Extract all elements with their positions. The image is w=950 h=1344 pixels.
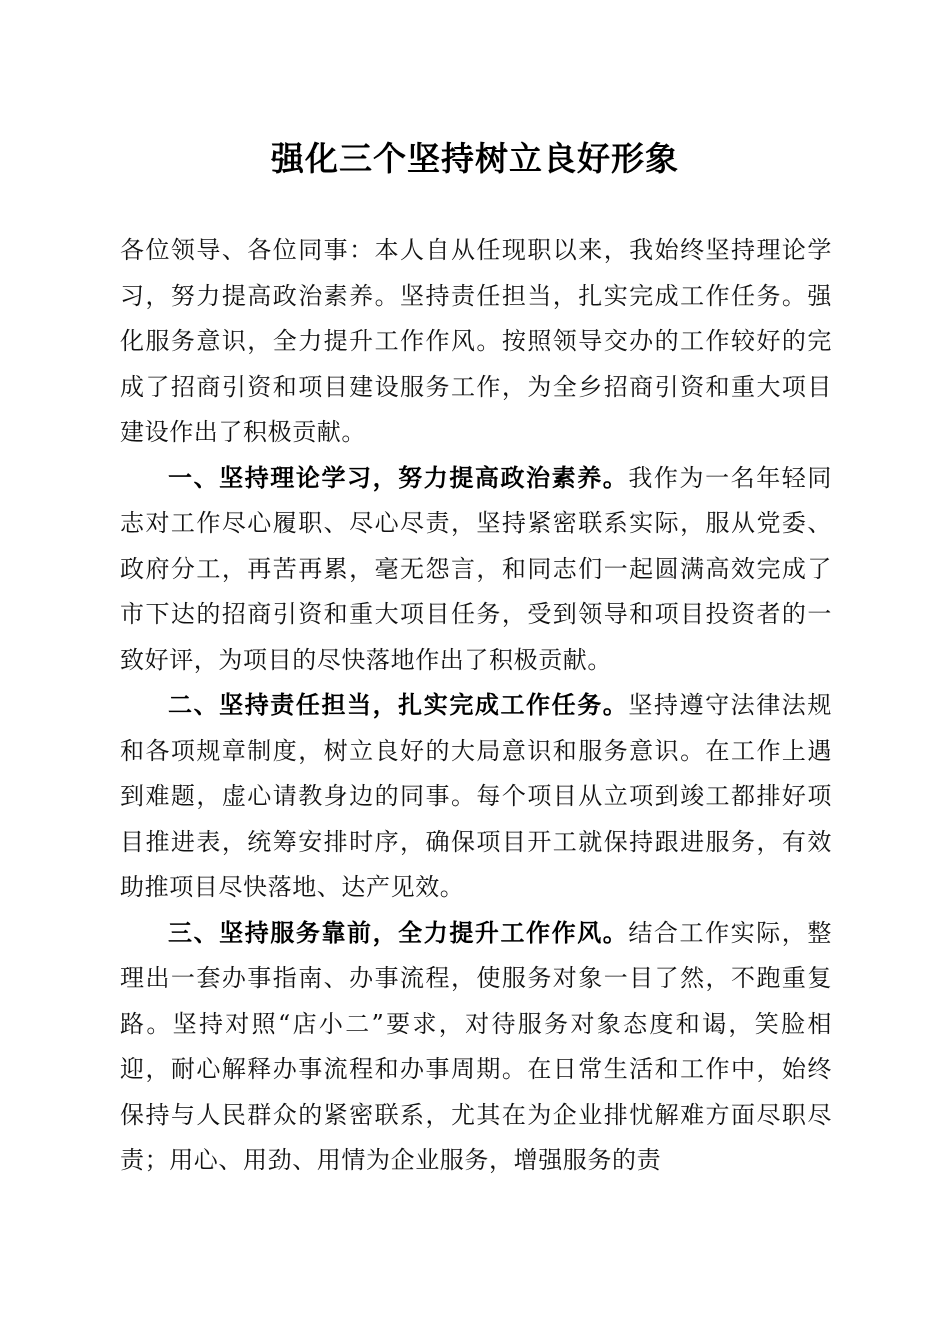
section-three-text: 结合工作实际，整理出一套办事指南、办事流程，使服务对象一目了然，不跑重复路。坚持对照“店小二”要求，对待服务对象态度和谒，笑脸相迎，耐心解释办事流程和办事周期。在日常生活和工作中，始终保持与人民群众的紧密联系，尤其在为企业排忧解难方面尽职尽责；用心、用劲、用情为企业服务，增强服务的责 xyxy=(120,918,832,1174)
section-one-paragraph xyxy=(120,456,832,684)
section-two-text: 坚持遵守法律法规和各项规章制度，树立良好的大局意识和服务意识。在工作上遇到难题，虚心请教身边的同事。每个项目从立项到竣工都排好项目推进表，统筹安排时序，确保项目开工就保持跟进服务，有效助推项目尽快落地、达产见效。 xyxy=(120,691,832,901)
paragraph-text: 各位领导、各位同事：本人自从任现职以来，我始终坚持理论学习，努力提高政治素养。坚持责任担当，扎实完成工作任务。强化服务意识，全力提升工作作风。按照领导交办的工作较好的完成了招商引资和项目建设服务工作，为全乡招商引资和重大项目建设作出了积极贡献。 xyxy=(120,236,832,446)
document-title: 强化三个坚持树立良好形象 xyxy=(271,139,679,178)
section-three-paragraph xyxy=(120,911,832,1184)
document-body xyxy=(120,228,832,1184)
section-two-heading: 二、坚持责任担当，扎实完成工作任务。 xyxy=(168,691,629,719)
opening-paragraph xyxy=(120,228,832,456)
section-one-text: 我作为一名年轻同志对工作尽心履职、尽心尽责，坚持紧密联系实际，服从党委、政府分工，再苦再累，毫无怨言，和同志们一起圆满高效完成了市下达的招商引资和重大项目任务，受到领导和项目投资者的一致好评，为项目的尽快落地作出了积极贡献。 xyxy=(120,463,832,674)
section-three-heading: 三、坚持服务靠前，全力提升工作作风。 xyxy=(168,918,629,947)
section-one-heading: 一、坚持理论学习，努力提高政治素养。 xyxy=(168,463,629,492)
section-two-paragraph xyxy=(120,683,832,911)
